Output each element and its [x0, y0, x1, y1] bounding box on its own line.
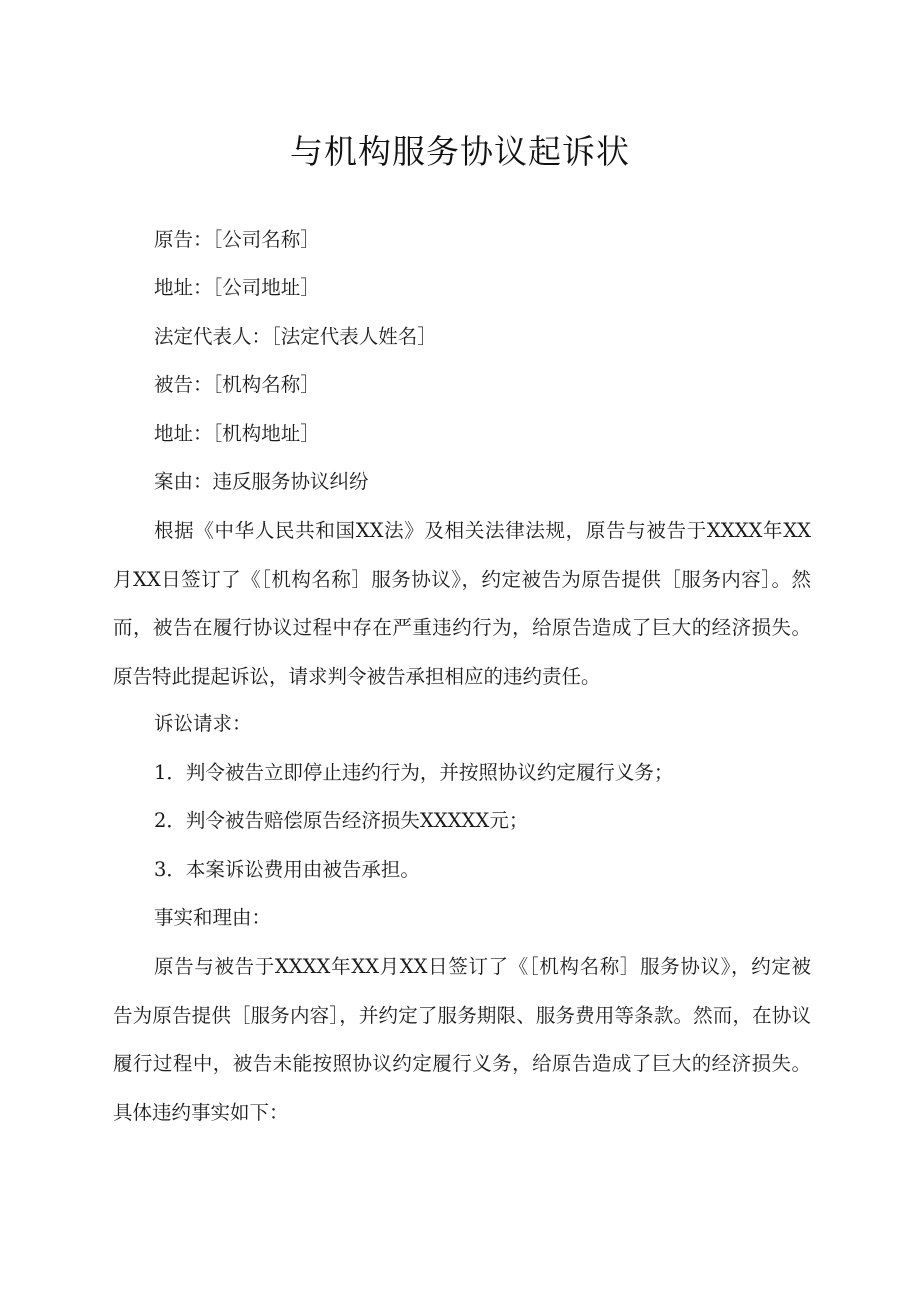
cause-of-action-line: 案由：违反服务协议纠纷: [154, 470, 369, 493]
claim-item: 3．本案诉讼费用由被告承担。: [154, 858, 420, 881]
facts-paragraph: 原告与被告于XXXX年XX月XX日签订了《［机构名称］服务协议》，约定被告为原告提供［服务内容］，并约定了服务期限、服务费用等条款。然而，在协议履行过程中，被告未能按照协议约定履行义务，给原告造成了巨大的经济损失。具体违约事实如下：: [113, 955, 811, 1124]
facts-heading: 事实和理由：: [154, 906, 272, 929]
legal-representative-line: 法定代表人：［法定代表人姓名］: [154, 325, 437, 348]
defendant-address-line: 地址：［机构地址］: [154, 422, 320, 445]
plaintiff-address-line: 地址：［公司地址］: [154, 276, 320, 299]
plaintiff-line: 原告：［公司名称］: [154, 228, 320, 251]
defendant-line: 被告：［机构名称］: [154, 373, 320, 396]
claim-item: 2．判令被告赔偿原告经济损失XXXXX元；: [154, 809, 529, 832]
claims-heading: 诉讼请求：: [154, 712, 252, 735]
claim-item: 1．判令被告立即停止违约行为，并按照协议约定履行义务；: [154, 761, 674, 784]
document-title: 与机构服务协议起诉状: [290, 132, 630, 171]
intro-paragraph: 根据《中华人民共和国XX法》及相关法律法规，原告与被告于XXXX年XX月XX日签订了《［机构名称］服务协议》，约定被告为原告提供［服务内容］。然而，被告在履行协议过程中存在严重违约行为，给原告造成了巨大的经济损失。原告特此提起诉讼，请求判令被告承担相应的违约责任。: [113, 519, 811, 688]
